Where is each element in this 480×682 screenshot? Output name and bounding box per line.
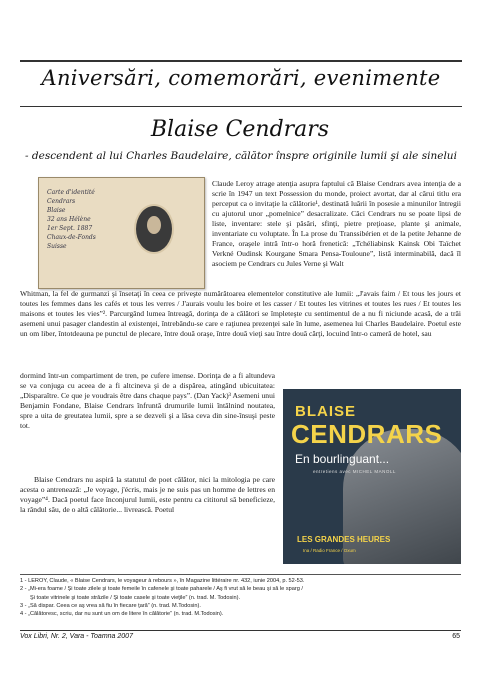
book-cover-image bbox=[283, 389, 461, 564]
paragraph-3: dormind într-un compartiment de tren, pe cufere imense. Dorinţa de a fi altundeva se va conjuga cu aceea de a fi altcineva şi de a dispărea, atingând ubicuitatea: „Disparaître. Ce que je voudrais être dans chaque pays”. (Dan Yack)³ Asemeni unui Benjamin Fondane, Blaise Cendrars înfruntă drumurile lumii întâlnind noutatea, spre a uita de greutatea lumii, spre a se dezveli şi a lăsa ceva din sine-însuşi peste tot. bbox=[20, 371, 275, 430]
header-rule bbox=[20, 60, 462, 62]
book-author-first: BLAISE bbox=[295, 403, 357, 420]
book-author-last: CENDRARS bbox=[291, 419, 443, 449]
page-number: 65 bbox=[452, 633, 460, 640]
article-title: Blaise Cendrars bbox=[150, 117, 330, 142]
book-series: LES GRANDES HEURES bbox=[297, 535, 391, 544]
identity-card-text: Carte d'identité Cendrars Blaise 32 ans Hélène 1er Sept. 1887 Chaux-de-Fonds Suisse bbox=[47, 189, 96, 250]
section-heading: Aniversări, comemorări, evenimente bbox=[41, 66, 441, 90]
book-interview: entretiens avec MICHEL MANOLL bbox=[313, 469, 396, 474]
identity-card-photo bbox=[38, 177, 205, 289]
paragraph-2: Whitman, la fel de gurmanzi şi însetaţi în ceea ce priveşte numărătoarea elementelor constitutive ale lumii: „J'avais faim / Et tous les jours et toutes les femmes dans les cafés et tous les verres / J'aurais voulu les boire et les casser / Et toutes les vitrines et toutes les rues / Et toutes les maisons et toutes les vies”². Parcurgând lumea întreagă, dorinţa de a călători se împleteşte cu sentimentul de a nu fi niciunde acasă, de a trăi asemeni unui pasager clandestin al existenţei, întrebându-se care e raţiunea prezenţei sale în lume, asemenea lui Charles Baudelaire. Poetul este un om liber, întotdeauna pe punctul de plecare, între două oraşe, între două vieţi sau între două cărţi, locuind într-o cameră de hotel, sau bbox=[20, 289, 461, 338]
book-title: En bourlinguant... bbox=[295, 452, 390, 466]
paragraph-1: Claude Leroy atrage atenţia asupra faptului că Blaise Cendrars avea intenţia de a scrie în 1947 un text Possession du monde, proiect avortat, dar al cărui titlu era perceput ca o invitaţie la călătorie¹, destinată luării în posesie a minunilor întregii cu ajutorul unor „pomelnice” desacralizate. Căci Cendrars nu se poate lipsi de liste, inventare: stele şi păsări, sfinţi, pietre preţioase, plante şi animale, inventariate cu voluptate. În La prose du Transsibérien et de la petite Jehanne de France, oraşele intră într-o horă frenetică: „Tchéliabinsk Kainsk Obi Taïchet Verkné Oudinsk Kourgane Smara Pensa-Touloune”, listă interminabilă, dacă îl asociem pe Cendrars cu Jules Verne şi Walt bbox=[212, 179, 461, 268]
footnote-2-continued: Şi toate vitrinele şi toate străzile / Şi toate casele şi toate vieţile” (n. trad. M. Todosin). bbox=[30, 594, 241, 601]
article-subtitle: - descendent al lui Charles Baudelaire, călător înspre originile lumii şi ale sinelui bbox=[25, 150, 457, 162]
journal-citation: Vox Libri, Nr. 2, Vara - Toamna 2007 bbox=[20, 633, 133, 640]
footnote-1: 1 - LEROY, Claude, « Blaise Cendrars, le voyageur à rebours », în Magazine littéraire nr. 432, iunie 2004, p. 52-53. bbox=[20, 578, 305, 584]
paragraph-4: Blaise Cendrars nu aspiră la statutul de poet călător, nici la mitologia pe care acesta o antrenează: „Je voyage, j'écris, mais je ne suis pas un homme de lettres en voyage”⁴. Dacă poetul face înconjurul lumii, este pentru ca cititorul să beneficieze, la rândul său, de o altă călătorie... livrească. Poetul bbox=[20, 475, 275, 514]
header-rule-bottom bbox=[20, 106, 462, 107]
portrait-photo bbox=[134, 204, 174, 254]
footnote-3: 3 - „Să dispar. Ceea ce aş vrea să fiu în fiecare ţară” (n. trad. M.Todosin). bbox=[20, 602, 201, 609]
footnote-4: 4 - „Călătoresc, scriu, dar nu sunt un om de litere în călătorie” (n. trad. M.Todosin). bbox=[20, 611, 224, 618]
footnotes-rule bbox=[20, 574, 461, 575]
footnotes bbox=[20, 577, 461, 618]
footnote-2: 2 - „Mi-era foame / Şi toate zilele şi toate femeile în cafenele şi toate paharele / Aş fi vrut să le beau şi să le sparg / bbox=[20, 586, 303, 593]
book-publisher: Ina / Radio France / Oxum bbox=[303, 548, 356, 553]
footer-rule bbox=[20, 630, 461, 631]
